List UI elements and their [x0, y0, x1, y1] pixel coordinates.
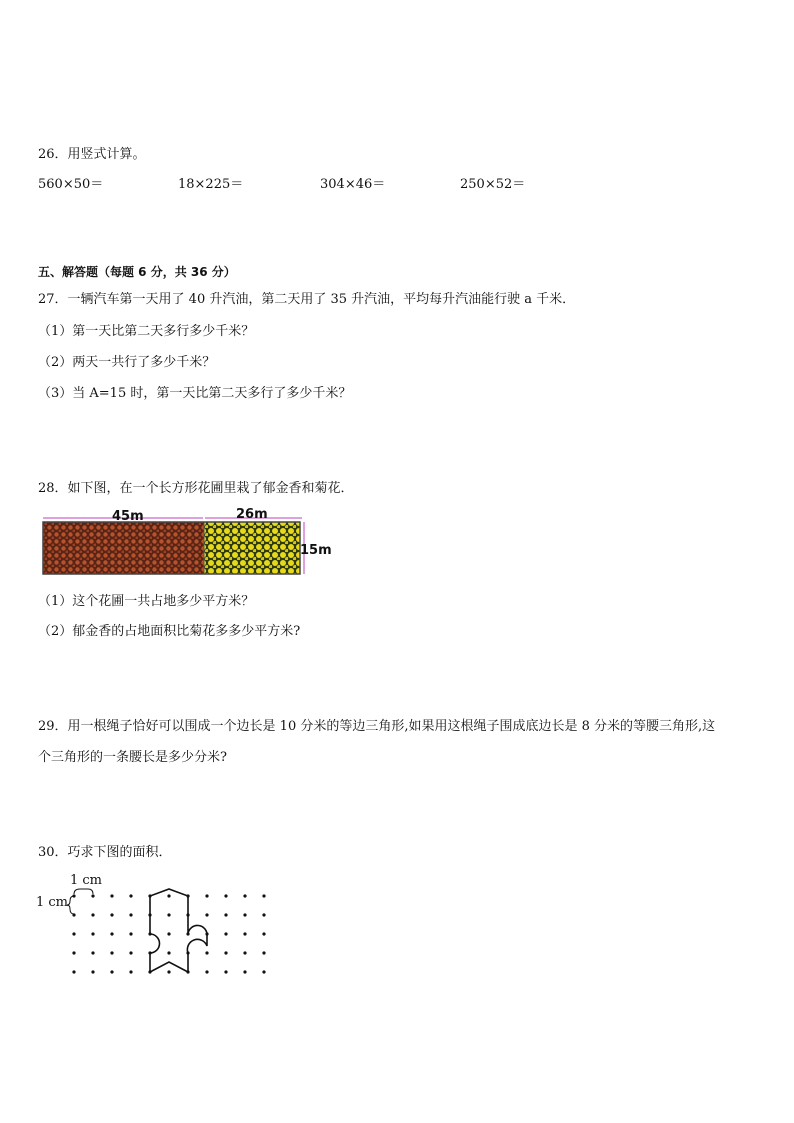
q28-sub-1: （1）这个花圃一共占地多少平方米？ [38, 594, 255, 609]
grid-dot [167, 970, 170, 973]
section-header: 五、解答题（每题 6 分，共 36 分） [38, 265, 236, 279]
grid-dot [72, 970, 75, 973]
grid-dot [224, 951, 227, 954]
grid-dot [167, 951, 170, 954]
q29-line-2: 个三角形的一条腰长是多少分米? [38, 750, 227, 765]
q26-item-4: 250×52＝ [460, 177, 526, 192]
grid-dot [262, 913, 265, 916]
grid-dot [129, 932, 132, 935]
grid-dot [224, 970, 227, 973]
label-15m: 15m [300, 543, 332, 558]
unit-label-horizontal: 1 cm [70, 873, 103, 888]
garden-figure [40, 504, 340, 580]
grid-dot [205, 970, 208, 973]
grid-dot [262, 932, 265, 935]
grid-dot [72, 951, 75, 954]
grid-dot [72, 932, 75, 935]
unit-label-vertical: 1 cm [36, 895, 69, 910]
grid-dot [91, 894, 94, 897]
grid-dot [262, 970, 265, 973]
puzzle-shape [150, 889, 207, 972]
grid-dot [110, 894, 113, 897]
grid-dot [205, 894, 208, 897]
grid-dot [262, 894, 265, 897]
q27-stem: 27．一辆汽车第一天用了 40 升汽油，第二天用了 35 升汽油，平均每升汽油能行驶 a 千米． [38, 292, 576, 307]
grid-dot [167, 913, 170, 916]
grid-dot [243, 932, 246, 935]
q27-sub-1: （1）第一天比第二天多行多少千米？ [38, 324, 255, 339]
grid-dot [262, 951, 265, 954]
dot-grid [72, 894, 265, 988]
q26-item-3: 304×46＝ [320, 177, 386, 192]
grid-dot [243, 970, 246, 973]
grid-dot [91, 970, 94, 973]
grid-dot [129, 913, 132, 916]
q26-item-1: 560×50＝ [38, 177, 104, 192]
grid-dot [243, 913, 246, 916]
q28-sub-2: （2）郁金香的占地面积比菊花多多少平方米? [38, 624, 301, 639]
grid-dot [91, 951, 94, 954]
tulip-bed [43, 522, 204, 574]
grid-dot [205, 913, 208, 916]
q29-line-1: 29．用一根绳子恰好可以围成一个边长是 10 分米的等边三角形,如果用这根绳子围成底边长是 8 分米的等腰三角形,这 [38, 719, 716, 734]
grid-dot [110, 932, 113, 935]
grid-dot [129, 894, 132, 897]
q27-sub-2: （2）两天一共行了多少千米？ [38, 355, 216, 370]
grid-dot [224, 894, 227, 897]
q28-stem: 28．如下图，在一个长方形花圃里栽了郁金香和菊花． [38, 481, 354, 496]
grid-dot [110, 951, 113, 954]
q30-stem: 30．巧求下图的面积． [38, 845, 172, 860]
grid-dot [243, 894, 246, 897]
grid-dot [129, 970, 132, 973]
q26-item-2: 18×225＝ [178, 177, 244, 192]
grid-dot [167, 932, 170, 935]
grid-dot [205, 951, 208, 954]
grid-dot [110, 913, 113, 916]
unit-brace-horizontal [74, 889, 93, 894]
grid-dot [110, 970, 113, 973]
label-26m: 26m [236, 507, 268, 522]
label-45m: 45m [112, 509, 144, 524]
dot-grid-figure [34, 868, 284, 988]
grid-dot [91, 932, 94, 935]
grid-dot [167, 894, 170, 897]
q27-sub-3: （3）当 A=15 时，第一天比第二天多行了多少千米？ [38, 386, 352, 401]
grid-dot [224, 932, 227, 935]
q26-title: 26．用竖式计算。 [38, 147, 146, 162]
chrysanthemum-bed [204, 522, 300, 574]
unit-brace-vertical [67, 896, 74, 914]
grid-dot [243, 951, 246, 954]
grid-dot [91, 913, 94, 916]
grid-dot [129, 951, 132, 954]
grid-dot [224, 913, 227, 916]
